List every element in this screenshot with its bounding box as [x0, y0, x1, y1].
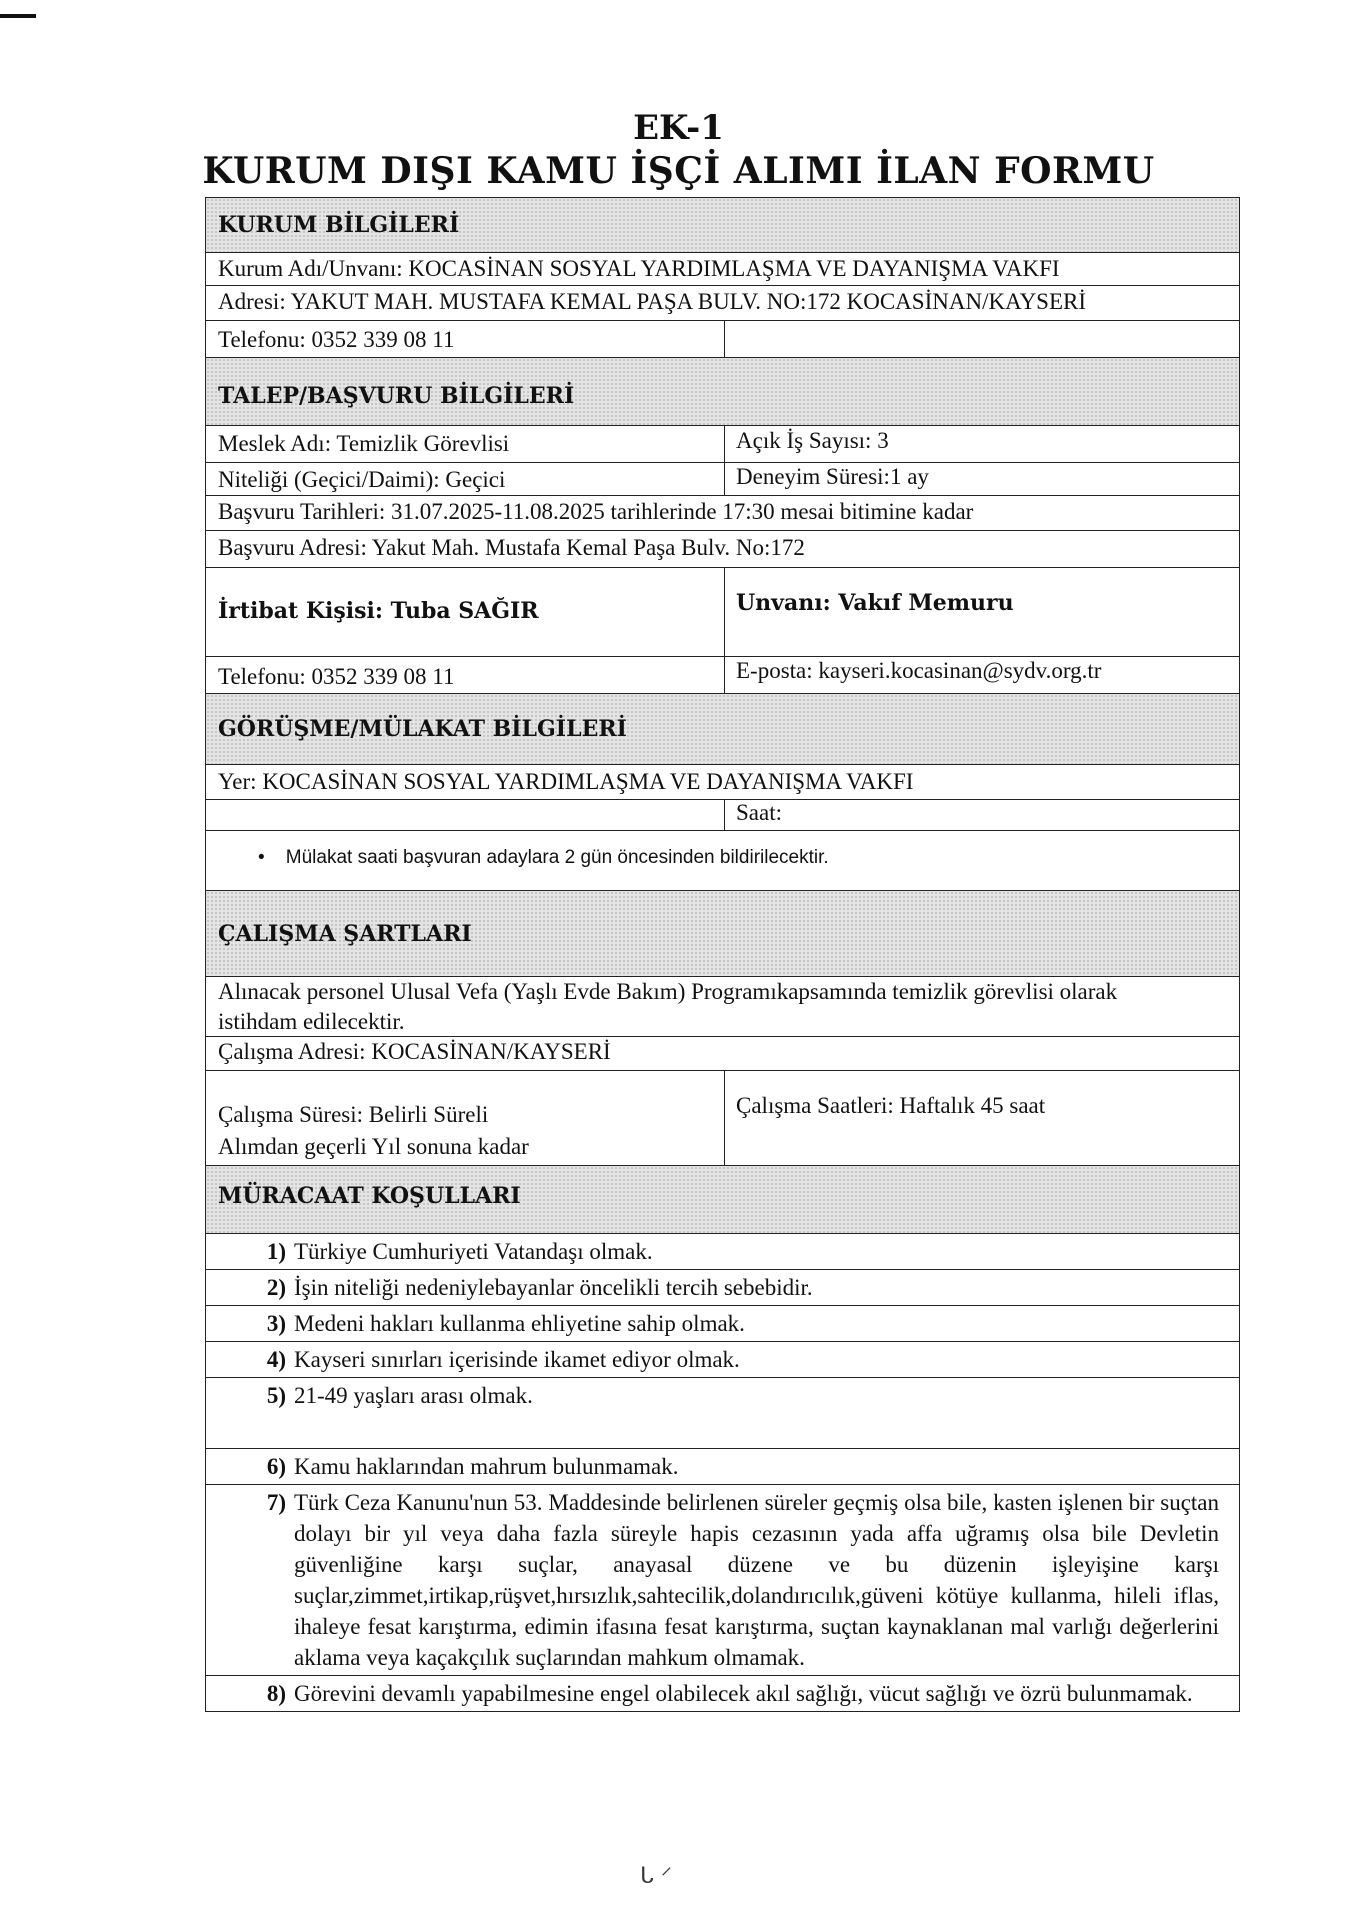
condition-number: 4)	[266, 1347, 286, 1372]
condition-number: 3)	[266, 1311, 286, 1336]
calisma-header: ÇALIŞMA ŞARTLARI	[205, 891, 1240, 977]
talep-header: TALEP/BAŞVURU BİLGİLERİ	[205, 358, 1240, 426]
condition-number: 2)	[266, 1275, 286, 1300]
kurum-phone-row: Telefonu: 0352 339 08 11	[205, 321, 1240, 358]
condition-item	[205, 1306, 1240, 1342]
condition-text: Türkiye Cumhuriyeti Vatandaşı olmak.	[294, 1239, 653, 1264]
condition-text: İşin niteliği nedeniylebayanlar öncelikli tercih sebebidir.	[294, 1275, 813, 1300]
kurum-address-row: Adresi: YAKUT MAH. MUSTAFA KEMAL PAŞA BULV. NO:172 KOCASİNAN/KAYSERİ	[205, 286, 1240, 321]
talep-dates-row: Başvuru Tarihleri: 31.07.2025-11.08.2025 tarihlerinde 17:30 mesai bitimine kadar	[205, 496, 1240, 531]
gorusme-header: GÖRÜŞME/MÜLAKAT BİLGİLERİ	[205, 694, 1240, 765]
email-link[interactable]: E-posta: kayseri.kocasinan@sydv.org.tr	[736, 658, 1102, 683]
condition-item	[205, 1485, 1240, 1676]
calisma-desc-row: Alınacak personel Ulusal Vefa (Yaşlı Evde Bakım) Programıkapsamında temizlik görevlisi olarak istihdam edilecektir.	[205, 977, 1240, 1037]
talep-row-1: Meslek Adı: Temizlik Görevlisi Açık İş Sayısı: 3	[205, 426, 1240, 463]
signature-mark: ᒐ ⸍	[640, 1864, 672, 1889]
contact-row: İrtibat Kişisi: Tuba SAĞIR Unvanı: Vakıf Memuru	[205, 568, 1240, 657]
condition-number: 5)	[266, 1383, 286, 1408]
condition-text: Kamu haklarından mahrum bulunmamak.	[294, 1454, 679, 1479]
contact-phone-row: Telefonu: 0352 339 08 11 E-posta: kayseri.kocasinan@sydv.org.tr	[205, 657, 1240, 694]
gorusme-note-row: • Mülakat saati başvuran adaylara 2 gün öncesinden bildirilecektir.	[205, 831, 1240, 891]
gorusme-time-row: Saat:	[205, 800, 1240, 831]
muracaat-header: MÜRACAAT KOŞULLARI	[205, 1166, 1240, 1234]
condition-item	[205, 1449, 1240, 1485]
condition-item	[205, 1378, 1240, 1449]
kurum-name-row: Kurum Adı/Unvanı: KOCASİNAN SOSYAL YARDIMLAŞMA VE DAYANIŞMA VAKFI	[205, 253, 1240, 286]
condition-item	[205, 1234, 1240, 1270]
gorusme-place-row: Yer: KOCASİNAN SOSYAL YARDIMLAŞMA VE DAYANIŞMA VAKFI	[205, 765, 1240, 800]
condition-item	[205, 1270, 1240, 1306]
annex-label: EK-1	[633, 108, 724, 148]
form-title: KURUM DIŞI KAMU İŞÇİ ALIMI İLAN FORMU	[202, 150, 1155, 192]
condition-text: Medeni hakları kullanma ehliyetine sahip olmak.	[294, 1311, 745, 1336]
calisma-duration-row: Çalışma Süresi: Belirli Süreli Alımdan geçerli Yıl sonuna kadar Çalışma Saatleri: Haftalık 45 saat	[205, 1071, 1240, 1166]
condition-text: 21-49 yaşları arası olmak.	[294, 1383, 533, 1408]
condition-text: Görevini devamlı yapabilmesine engel olabilecek akıl sağlığı, vücut sağlığı ve özrü bulunmamak.	[294, 1681, 1193, 1706]
talep-address-row: Başvuru Adresi: Yakut Mah. Mustafa Kemal Paşa Bulv. No:172	[205, 531, 1240, 568]
condition-item	[205, 1342, 1240, 1378]
condition-number: 8)	[266, 1681, 286, 1706]
talep-row-2: Niteliği (Geçici/Daimi): Geçici Deneyim Süresi:1 ay	[205, 463, 1240, 496]
condition-text: Kayseri sınırları içerisinde ikamet ediyor olmak.	[294, 1347, 740, 1372]
conditions-list	[205, 1234, 1240, 1712]
calisma-address-row: Çalışma Adresi: KOCASİNAN/KAYSERİ	[205, 1037, 1240, 1071]
scan-mark	[0, 14, 36, 18]
condition-item	[205, 1676, 1240, 1712]
condition-number: 6)	[266, 1454, 286, 1479]
condition-number: 1)	[266, 1239, 286, 1264]
condition-number: 7)	[266, 1490, 286, 1515]
condition-text: Türk Ceza Kanunu'nun 53. Maddesinde belirlenen süreler geçmiş olsa bile, kasten işlenen bir suçtan dolayı bir yıl veya daha fazla süreyle hapis cezasının yada affa uğramış olsa bile Devletin güvenliğine karşı suçlar, anayasal düzene ve bu düzenin işleyişine karşı suçlar,zimmet,irtikap,rüşvet,hırsızlık,sahtecilik,dolandırıcılık,güveni kötüye kullanma, hileli iflas, ihaleye fesat karıştırma, edimin ifasına fesat karıştırma, suçtan kaynaklanan mal varlığı değerlerini aklama veya kaçakçılık suçlarından mahkum olmamak.	[294, 1490, 1219, 1670]
kurum-header: KURUM BİLGİLERİ	[205, 197, 1240, 253]
